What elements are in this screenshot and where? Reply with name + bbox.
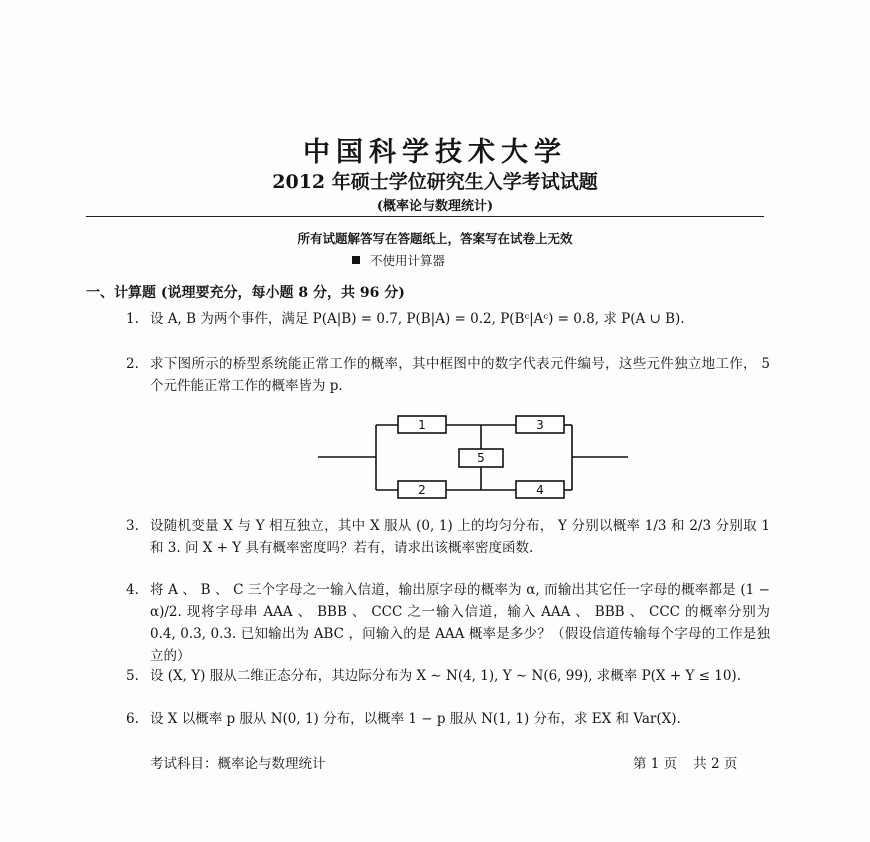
question-number: 4. [126,582,139,598]
component-label-5: 5 [477,451,485,465]
question-1 [126,308,770,330]
answer-sheet-notice: 所有试题解答写在答题纸上，答案写在试卷上无效 [297,231,573,246]
question-text: 设 A, B 为两个事件，满足 P(A|B) = 0.7, P(B|A) = 0.2, P(Bᶜ|Aᶜ) = 0.8, 求 P(A ∪ B). [150,311,685,327]
question-text: 求下图所示的桥型系统能正常工作的概率，其中框图中的数字代表元件编号，这些元件独立地工作， 5 个元件能正常工作的概率皆为 p. [150,356,770,394]
question-text: 设随机变量 X 与 Y 相互独立，其中 X 服从 (0, 1) 上的均匀分布， Y 分别以概率 1/3 和 2/3 分别取 1 和 3. 问 X + Y 具有概率密度吗？若有，请求出该概率密度函数. [150,518,770,556]
section-title: 一、计算题 (说理要充分，每小题 8 分，共 96 分) [86,285,405,301]
black-square-icon [352,256,360,264]
question-number: 3. [126,518,139,534]
question-number: 2. [126,356,139,372]
component-label-1: 1 [418,418,426,432]
no-calculator-text: 不使用计算器 [370,253,446,268]
question-number: 1. [126,311,139,327]
question-4 [126,579,770,667]
question-text: 设 (X, Y) 服从二维正态分布，其边际分布为 X ∼ N(4, 1), Y ∼ N(6, 99), 求概率 P(X + Y ≤ 10). [150,668,741,684]
exam-subject: (概率论与数理统计) [376,199,494,214]
bridge-circuit-diagram [300,405,640,505]
question-2 [126,353,770,397]
no-calculator-notice [352,251,445,269]
page-number: 第 1 页 [633,756,678,772]
component-label-4: 4 [536,483,544,497]
question-6 [126,708,770,730]
footer-page-info [633,752,737,772]
exam-title: 2012 年硕士学位研究生入学考试试题 [272,171,598,193]
header-divider [86,216,764,217]
university-name: 中国科学技术大学 [303,137,567,168]
page-total: 共 2 页 [693,756,738,772]
question-number: 5. [126,668,139,684]
question-number: 6. [126,711,139,727]
question-text: 将 A 、 B 、 C 三个字母之一输入信道，输出原字母的概率为 α, 而输出其它任一字母的概率都是 (1 − α)/2. 现将字母串 AAA 、 BBB 、 CCC 之一输入信道，输入 AAA 、 BBB 、 CCC 的概率分别为 0.4, 0.3, 0.3. 已知输出为 ABC ，问输入的是 AAA 概率是多少？（假设信道传输每个字母的工作是独立的） [150,582,770,664]
question-text: 设 X 以概率 p 服从 N(0, 1) 分布，以概率 1 − p 服从 N(1, 1) 分布，求 EX 和 Var(X). [150,711,681,727]
component-label-2: 2 [418,483,426,497]
component-label-3: 3 [536,418,544,432]
footer-subject: 考试科目：概率论与数理统计 [150,756,326,772]
question-5 [126,665,770,687]
question-3 [126,515,770,559]
